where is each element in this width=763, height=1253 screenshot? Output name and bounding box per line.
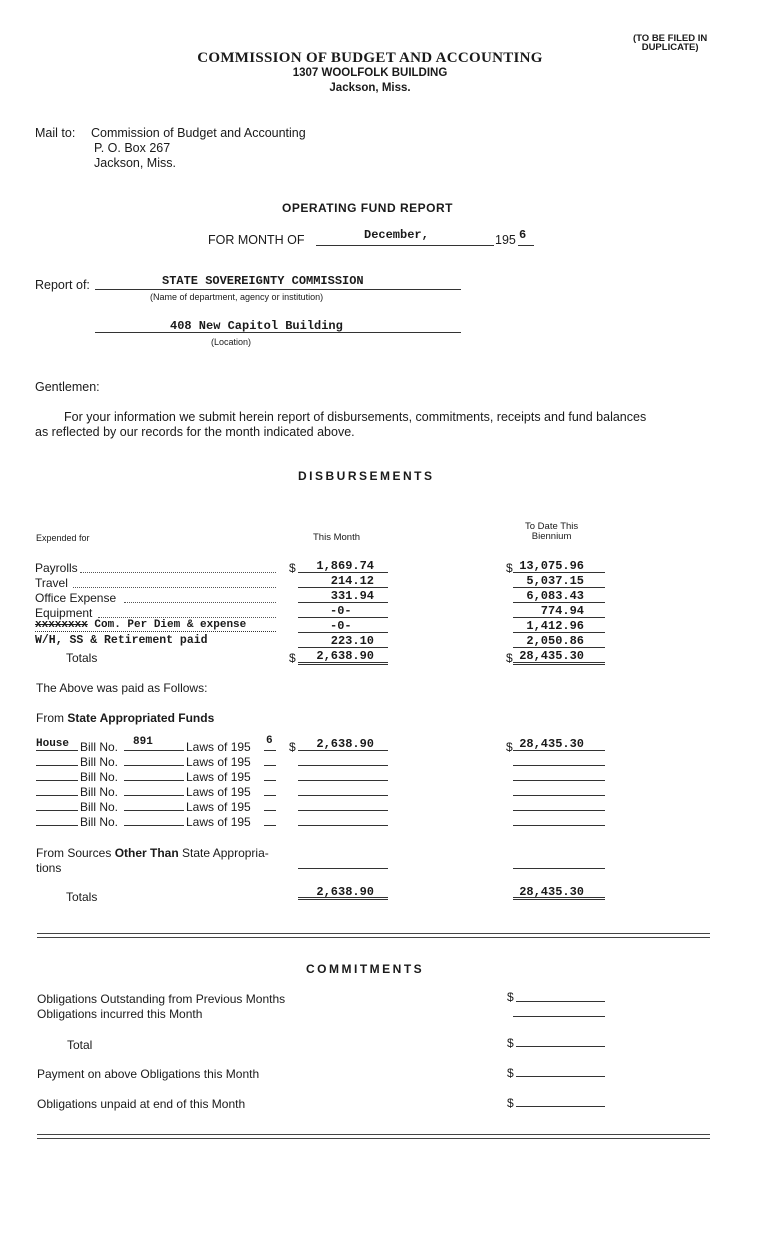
laws-label: Laws of 195 — [186, 785, 251, 799]
other-suffix: State Appropria- — [178, 846, 269, 860]
dollar-sign: $ — [507, 990, 514, 1004]
month-equipment: -0- — [330, 604, 352, 618]
laws-label: Laws of 195 — [186, 800, 251, 814]
agency-building: 1307 WOOLFOLK BUILDING — [292, 67, 448, 79]
row-label-equipment: Equipment — [35, 606, 93, 620]
commitment-total: Total — [67, 1038, 93, 1052]
dollar-sign: $ — [507, 1066, 514, 1080]
paid-totals-label: Totals — [66, 890, 98, 904]
todate-payrolls: 13,075.96 — [519, 559, 584, 573]
struck-text: xxxxxxxx — [35, 619, 88, 631]
row-label-travel: Travel — [35, 576, 68, 590]
laws-label: Laws of 195 — [186, 740, 251, 754]
mail-to-line: P. O. Box 267 — [94, 141, 171, 155]
dollar-sign: $ — [289, 561, 296, 575]
month-total: 2,638.90 — [316, 649, 374, 663]
bill-label: Bill No. — [80, 740, 119, 754]
dollar-sign: $ — [506, 740, 513, 754]
other-line2: tions — [36, 861, 62, 875]
month-value: December, — [364, 228, 429, 242]
section-divider — [37, 1134, 710, 1139]
row-label-office-expense: Office Expense — [35, 591, 117, 605]
from-state-bold: State Appropriated Funds — [67, 711, 215, 725]
col-to-date — [525, 522, 578, 542]
disbursements-title: DISBURSEMENTS — [298, 469, 435, 483]
mail-to-address — [91, 126, 306, 171]
year-value: 6 — [519, 228, 527, 242]
bill-label: Bill No. — [80, 755, 119, 769]
location-caption: (Location) — [211, 337, 252, 347]
totals-label: Totals — [66, 651, 98, 665]
year-prefix: 195 — [495, 233, 516, 247]
commitment-payment: Payment on above Obligations this Month — [37, 1067, 260, 1081]
paid-total-month: 2,638.90 — [316, 885, 374, 899]
dollar-sign: $ — [506, 561, 513, 575]
commitment-incurred: Obligations incurred this Month — [37, 1007, 203, 1021]
row-label-per-diem — [35, 619, 246, 631]
filing-note-line1: (TO BE FILED IN — [633, 33, 708, 44]
location-value: 408 New Capitol Building — [170, 319, 343, 333]
bill-chamber: House — [36, 738, 70, 750]
month-payrolls: 1,869.74 — [316, 559, 374, 573]
month-withholding: 223.10 — [330, 634, 374, 648]
dollar-sign: $ — [289, 651, 296, 665]
dollar-sign: $ — [506, 651, 513, 665]
report-of-label: Report of: — [35, 278, 90, 292]
todate-office-expense: 6,083.43 — [526, 589, 584, 603]
bill-label: Bill No. — [80, 785, 119, 799]
col-this-month: This Month — [313, 532, 360, 543]
row-label-withholding: W/H, SS & Retirement paid — [35, 634, 208, 647]
bill-todate-amount: 28,435.30 — [519, 737, 584, 751]
paid-total-todate: 28,435.30 — [519, 885, 584, 899]
commitment-unpaid: Obligations unpaid at end of this Month — [37, 1097, 246, 1111]
department-value: STATE SOVEREIGNTY COMMISSION — [162, 274, 364, 288]
paid-as-follows-heading: The Above was paid as Follows: — [36, 681, 208, 695]
filing-note-line2: DUPLICATE) — [641, 42, 699, 53]
todate-total: 28,435.30 — [519, 649, 584, 663]
other-bold: Other Than — [114, 846, 179, 860]
laws-label: Laws of 195 — [186, 770, 251, 784]
mail-to-line: Commission of Budget and Accounting — [91, 126, 306, 140]
todate-per-diem: 1,412.96 — [526, 619, 584, 633]
month-office-expense: 331.94 — [330, 589, 374, 603]
per-diem-label: Com. Per Diem & expense — [94, 619, 247, 631]
other-prefix: From Sources — [36, 846, 115, 860]
month-label: FOR MONTH OF — [208, 233, 305, 247]
bill-number: 891 — [133, 736, 153, 748]
agency-title: COMMISSION OF BUDGET AND ACCOUNTING — [197, 50, 543, 66]
bill-label: Bill No. — [80, 770, 119, 784]
mail-to-line: Jackson, Miss. — [94, 156, 176, 170]
bill-month-amount: 2,638.90 — [316, 737, 374, 751]
row-label-payrolls: Payrolls — [35, 561, 78, 575]
col-expended-for: Expended for — [36, 533, 90, 543]
todate-withholding: 2,050.86 — [526, 634, 584, 648]
bill-label: Bill No. — [80, 815, 119, 829]
agency-city: Jackson, Miss. — [329, 82, 411, 94]
mail-to-label: Mail to: — [35, 126, 76, 140]
dollar-sign: $ — [507, 1096, 514, 1110]
commitments-title: COMMITMENTS — [306, 962, 425, 976]
section-divider — [37, 933, 710, 938]
todate-travel: 5,037.15 — [526, 574, 584, 588]
dollar-sign: $ — [289, 740, 296, 754]
laws-label: Laws of 195 — [186, 815, 251, 829]
bill-label: Bill No. — [80, 800, 119, 814]
intro-line-2: as reflected by our records for the month indicated above. — [35, 425, 355, 439]
department-caption: (Name of department, agency or institution) — [150, 292, 324, 302]
from-prefix: From — [36, 711, 64, 725]
todate-equipment: 774.94 — [540, 604, 584, 618]
laws-year: 6 — [266, 735, 273, 747]
month-travel: 214.12 — [330, 574, 374, 588]
col-to-date-line1: To Date This — [525, 521, 579, 532]
commitment-outstanding: Obligations Outstanding from Previous Months — [37, 992, 286, 1006]
intro-line-1: For your information we submit herein report of disbursements, commitments, receipts and fund balances — [64, 410, 647, 424]
col-to-date-line2: Biennium — [531, 531, 572, 542]
salutation: Gentlemen: — [35, 380, 100, 394]
month-per-diem: -0- — [330, 619, 352, 633]
laws-label: Laws of 195 — [186, 755, 251, 769]
from-state-funds — [36, 711, 214, 725]
report-title: OPERATING FUND REPORT — [282, 201, 453, 215]
other-sources-label — [36, 846, 269, 876]
dollar-sign: $ — [507, 1036, 514, 1050]
